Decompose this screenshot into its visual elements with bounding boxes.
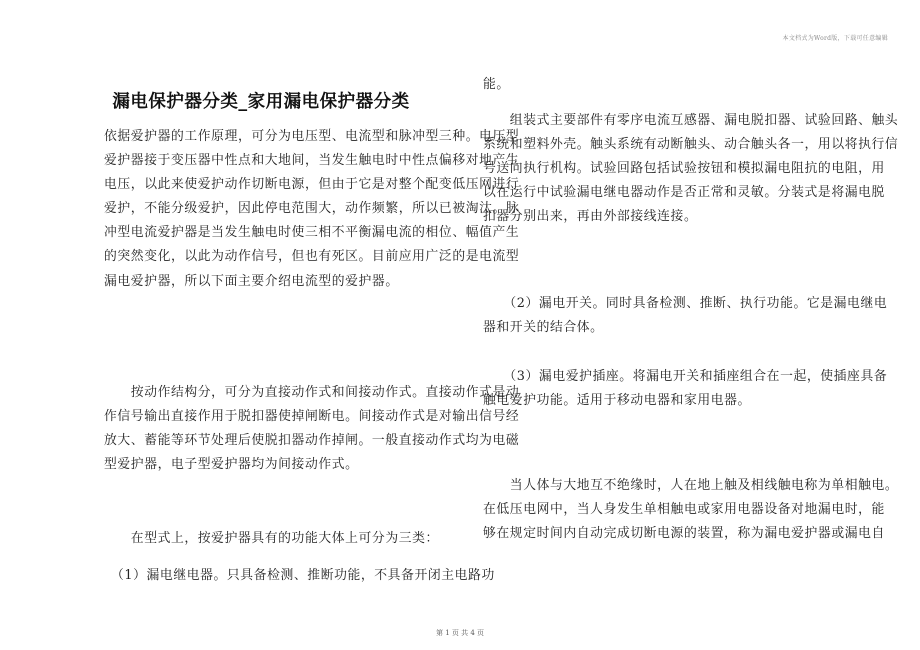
text-line: （2）漏电开关。同时具备检测、推断、执行功能。它是漏电继电 — [483, 296, 888, 311]
paragraph-single-phase-shock — [483, 474, 899, 546]
text-line: 爱护，不能分级爱护，因此停电范围大，动作频繁，所以已被淘汰。脉 — [104, 201, 520, 217]
text-line: 够在规定时间内自动完成切断电源的装置，称为漏电爱护器或漏电自 — [483, 526, 885, 542]
text-line: 触电爱护功能。适用于移动电器和家用电器。 — [483, 393, 751, 409]
text-line: （3）漏电爱护插座。将漏电开关和插座组合在一起，使插座具备 — [483, 369, 888, 384]
text-line: 漏电爱护器，所以下面主要介绍电流型的爱护器。 — [104, 273, 399, 289]
text-line: 作信号输出直接作用于脱扣器使掉闸断电。间接动作式是对输出信号经 — [104, 409, 520, 425]
text-line: 放大、蓄能等环节处理后使脱扣器动作掉闸。一般直接动作式均为电磁 — [104, 433, 520, 449]
header-note: 本文档式为Word版，下载可任意编辑 — [782, 35, 888, 42]
text-line: 组装式主要部件有零序电流互感器、漏电脱扣器、试验回路、触头 — [483, 113, 899, 128]
paragraph-leakage-socket — [483, 365, 888, 413]
paragraph-action-structure — [104, 381, 520, 477]
text-line: 冲型电流爱护器是当发生触电时使三相不平衡漏电流的相位、幅值产生 — [104, 225, 520, 241]
text-line: 按动作结构分，可分为直接动作式和间接动作式。直接动作式是动 — [104, 385, 520, 400]
text-line: （1）漏电继电器。只具备检测、推断功能，不具备开闭主电路功 — [104, 568, 495, 583]
text-line: 依据爱护器的工作原理，可分为电压型、电流型和脉冲型三种。电压型 — [104, 129, 520, 144]
text-line: 器和开关的结合体。 — [483, 320, 604, 336]
text-line: 电压，以此来使爱护动作切断电源，但由于它是对整个配变低压网进行 — [104, 177, 520, 193]
text-line: 在型式上，按爱护器具有的功能大体上可分为三类： — [104, 531, 439, 546]
text-line: 型爱护器，电子型爱护器均为间接动作式。 — [104, 457, 359, 473]
text-line: 的突然变化，以此为动作信号，但也有死区。目前应用广泛的是电流型 — [104, 249, 520, 265]
paragraph-working-principle — [104, 125, 520, 294]
paragraph-types-intro — [104, 527, 464, 551]
text-line: 系统和塑料外壳。触头系统有动断触头、动合触头各一，用以将执行信 — [483, 137, 899, 153]
document-title: 漏电保护器分类_家用漏电保护器分类 — [112, 92, 410, 112]
text-line: 号送向执行机构。试验回路包括试验按钮和模拟漏电阻抗的电阻，用 — [483, 161, 885, 177]
text-line: 能。 — [483, 77, 510, 92]
paragraph-leakage-relay — [104, 564, 495, 588]
page-footer: 第 1 页 共 4 页 — [435, 629, 485, 637]
text-line: 在低压电网中，当人身发生单相触电或家用电器设备对地漏电时，能 — [483, 502, 885, 518]
paragraph-assembly-type — [483, 109, 899, 229]
text-line: 爱护器接于变压器中性点和大地间，当发生触电时中性点偏移对地产生 — [104, 153, 520, 169]
text-line: 以在运行中试验漏电继电器动作是否正常和灵敏。分装式是将漏电脱 — [483, 185, 885, 201]
paragraph-leakage-switch — [483, 292, 888, 340]
text-line: 扣器分别出来，再由外部接线连接。 — [483, 209, 698, 225]
paragraph-continuation — [483, 73, 869, 97]
text-line: 当人体与大地互不绝缘时，人在地上触及相线触电称为单相触电。 — [483, 478, 899, 493]
